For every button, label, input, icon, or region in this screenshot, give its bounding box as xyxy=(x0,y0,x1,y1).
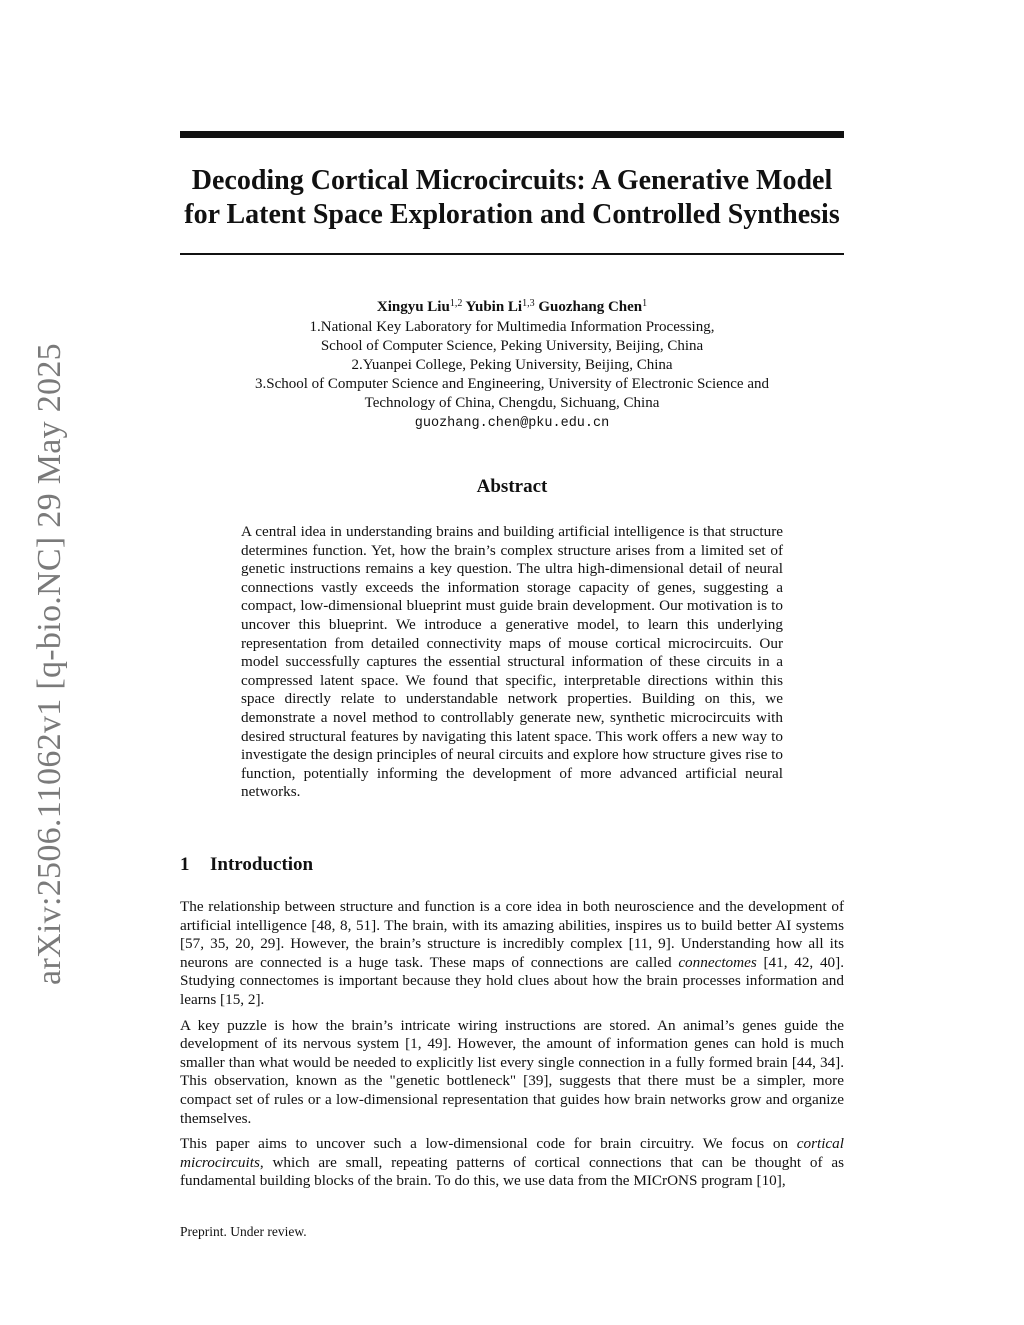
paragraph-text: [41, 42, 40]. Studying connectomes is important because they hold clues about how the brain processes information and learns [15, 2]. xyxy=(180,953,844,1008)
affiliation-line: School of Computer Science, Peking University, Beijing, China xyxy=(320,338,704,354)
section-title: Introduction xyxy=(210,854,314,875)
author-affiliation-marker: 1 xyxy=(642,298,648,309)
title-top-rule xyxy=(180,131,844,138)
section-heading-introduction xyxy=(180,854,844,876)
author-name: Guozhang Chen xyxy=(538,299,643,315)
arxiv-identifier-sidebar: arXiv:2506.11062v1 [q-bio.NC] 29 May 2025 xyxy=(31,343,68,985)
author-affiliation-marker: 1,3 xyxy=(522,298,535,309)
paper-title: Decoding Cortical Microcircuits: A Generative Model for Latent Space Exploration and Controlled Synthesis xyxy=(184,165,840,230)
emphasized-term: cortical microcircuits xyxy=(180,1135,844,1171)
affiliation-line: Technology of China, Chengdu, Sichuang, China xyxy=(364,395,660,411)
author-name: Xingyu Liu xyxy=(376,299,450,315)
author-email[interactable]: guozhang.chen@pku.edu.cn xyxy=(414,416,610,431)
affiliation-line: 3.School of Computer Science and Engineering, University of Electronic Science and xyxy=(254,376,769,392)
title-bottom-rule xyxy=(180,253,844,255)
affiliation-line: 1.National Key Laboratory for Multimedia Information Processing, xyxy=(309,319,715,335)
footer-note: Preprint. Under review. xyxy=(180,1224,307,1239)
abstract-heading: Abstract xyxy=(476,476,548,497)
paragraph-text: , which are small, repeating patterns of cortical connections that can be thought of as fundamental building blocks of the brain. To do this, we use data from the MICrONS program [10], xyxy=(180,1153,844,1190)
paragraph xyxy=(180,1135,844,1191)
author-names xyxy=(180,298,844,317)
emphasized-term: connectomes xyxy=(678,953,757,971)
introduction-body xyxy=(180,898,844,1198)
author-block xyxy=(180,298,844,433)
author-affiliation-marker: 1,2 xyxy=(449,298,463,309)
abstract-text: A central idea in understanding brains and building artificial intelligence is that structure determines function. Yet, how the brain’s complex structure arises from a limited set of genetic instructions remains a key question. The ultra high-dimensional detail of neural connections vastly exceeds the information storage capacity of genes, suggesting a compact, low-dimensional blueprint must guide brain development. Our motivation is to uncover this blueprint. We introduce a generative model, to learn this underlying representation from detailed connectivity maps of mouse cortical microcircuits. Our model successfully captures the essential structural information of these circuits in a compressed latent space. We found that specific, interpretable directions within this space directly relate to understandable network properties. Building on this, we demonstrate a novel method to controllably generate new, synthetic microcircuits with desired structural features by navigating this latent space. This work offers a new way to investigate the design principles of neural circuits and explore how structure gives rise to function, potentially informing the development of more advanced artificial neural networks. xyxy=(241,523,783,801)
paragraph xyxy=(180,898,844,1010)
section-number: 1 xyxy=(180,854,190,875)
affiliation-line: 2.Yuanpei College, Peking University, Beijing, China xyxy=(351,357,673,373)
paragraph-text: This paper aims to uncover such a low-dimensional code for brain circuitry. We focus on xyxy=(180,1135,797,1153)
paragraph: A key puzzle is how the brain’s intricate wiring instructions are stored. An animal’s genes guide the development of its nervous system [1, 49]. However, the amount of information genes can hold is much smaller than what would be needed to explicitly list every single connection in a fully formed brain [44, 34]. This observation, known as the "genetic bottleneck" [39], suggests that there must be a simpler, more compact set of rules or a low-dimensional representation that guides how brain networks grow and organize themselves. xyxy=(180,1016,844,1127)
author-name: Yubin Li xyxy=(465,299,523,315)
paragraph-text: The relationship between structure and function is a core idea in both neuroscience and the development of artificial intelligence [48, 8, 51]. The brain, with its amazing abilities, inspires us to build better AI systems [57, 35, 20, 29]. However, the brain’s structure is incredibly complex [11, 9]. Understanding how all its neurons are connected is a huge task. These maps of connections are called xyxy=(180,898,844,971)
